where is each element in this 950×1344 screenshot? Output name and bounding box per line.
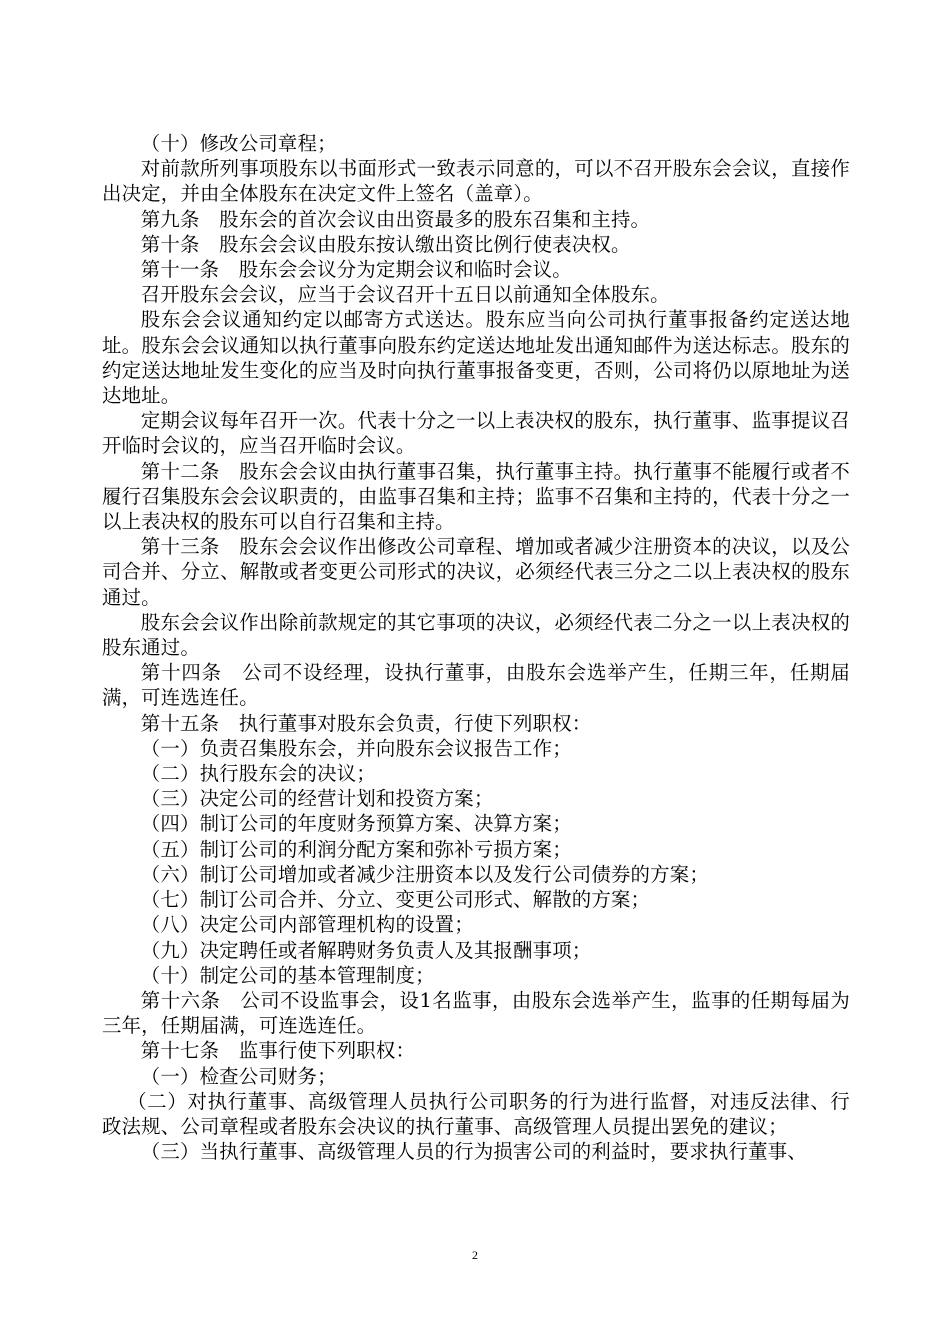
list-item: （二）执行股东会的决议；	[140, 762, 376, 786]
list-item: （一）负责召集股东会，并向股东会议报告工作；	[140, 736, 572, 760]
list-item: （五）制订公司的利润分配方案和弥补亏损方案；	[140, 837, 572, 861]
paragraph: 第十条 股东会会议由股东按认缴出资比例行使表决权。	[140, 232, 631, 256]
list-item: （一）检查公司财务；	[140, 1064, 337, 1088]
paragraph: 第十一条 股东会会议分为定期会议和临时会议。	[140, 258, 572, 282]
paragraph: 召开股东会会议，应当于会议召开十五日以前通知全体股东。	[140, 283, 670, 307]
paragraph: 第十五条 执行董事对股东会负责，行使下列职权：	[140, 711, 592, 735]
list-item: （四）制订公司的年度财务预算方案、决算方案；	[140, 812, 572, 836]
list-item: （十）制定公司的基本管理制度；	[140, 963, 435, 987]
document-body	[102, 131, 850, 1164]
list-item: （七）制订公司合并、分立、变更公司形式、解散的方案；	[140, 888, 651, 912]
paragraph: 第十二条 股东会会议由执行董事召集，执行董事主持。执行董事不能履行或者不履行召集股东会会议职责的，由监事召集和主持；监事不召集和主持的，代表十分之一以上表决权的股东可以自行召集和主持。	[102, 459, 850, 534]
paragraph: 定期会议每年召开一次。代表十分之一以上表决权的股东，执行董事、监事提议召开临时会议的，应当召开临时会议。	[102, 409, 850, 458]
paragraph: 对前款所列事项股东以书面形式一致表示同意的，可以不召开股东会会议，直接作出决定，并由全体股东在决定文件上签名（盖章）。	[102, 157, 850, 206]
page-number: 2	[472, 1248, 478, 1262]
list-item: （九）决定聘任或者解聘财务负责人及其报酬事项；	[140, 938, 592, 962]
paragraph: 第九条 股东会的首次会议由出资最多的股东召集和主持。	[140, 207, 651, 231]
paragraph: 第十六条 公司不设监事会，设1名监事，由股东会选举产生，监事的任期每届为三年，任期届满，可连选连任。	[102, 988, 850, 1038]
paragraph: 第十四条 公司不设经理，设执行董事，由股东会选举产生，任期三年，任期届满，可连选连任。	[102, 661, 850, 710]
list-item: （三）决定公司的经营计划和投资方案；	[140, 787, 494, 811]
list-item: （二）对执行董事、高级管理人员执行公司职务的行为进行监督，对违反法律、行政法规、公司章程或者股东会决议的执行董事、高级管理人员提出罢免的建议；	[102, 1089, 850, 1138]
list-item: （六）制订公司增加或者减少注册资本以及发行公司债券的方案；	[140, 862, 709, 886]
paragraph: 第十七条 监事行使下列职权：	[140, 1039, 416, 1063]
paragraph: 股东会会议作出除前款规定的其它事项的决议，必须经代表二分之一以上表决权的股东通过。	[102, 610, 850, 660]
paragraph: （十）修改公司章程；	[140, 132, 337, 155]
paragraph: 第十三条 股东会会议作出修改公司章程、增加或者减少注册资本的决议，以及公司合并、分立、解散或者变更公司形式的决议，必须经代表三分之二以上表决权的股东通过。	[102, 535, 850, 609]
list-item: （三）当执行董事、高级管理人员的行为损害公司的利益时，要求执行董事、	[140, 1140, 807, 1164]
list-item: （八）决定公司内部管理机构的设置；	[140, 913, 474, 937]
paragraph: 股东会会议通知约定以邮寄方式送达。股东应当向公司执行董事报备约定送达地址。股东会会议通知以执行董事向股东约定送达地址发出通知邮件为送达标志。股东的约定送达地址发生变化的应当及时向执行董事报备变更，否则，公司将仍以原地址为送达地址。	[102, 308, 850, 408]
